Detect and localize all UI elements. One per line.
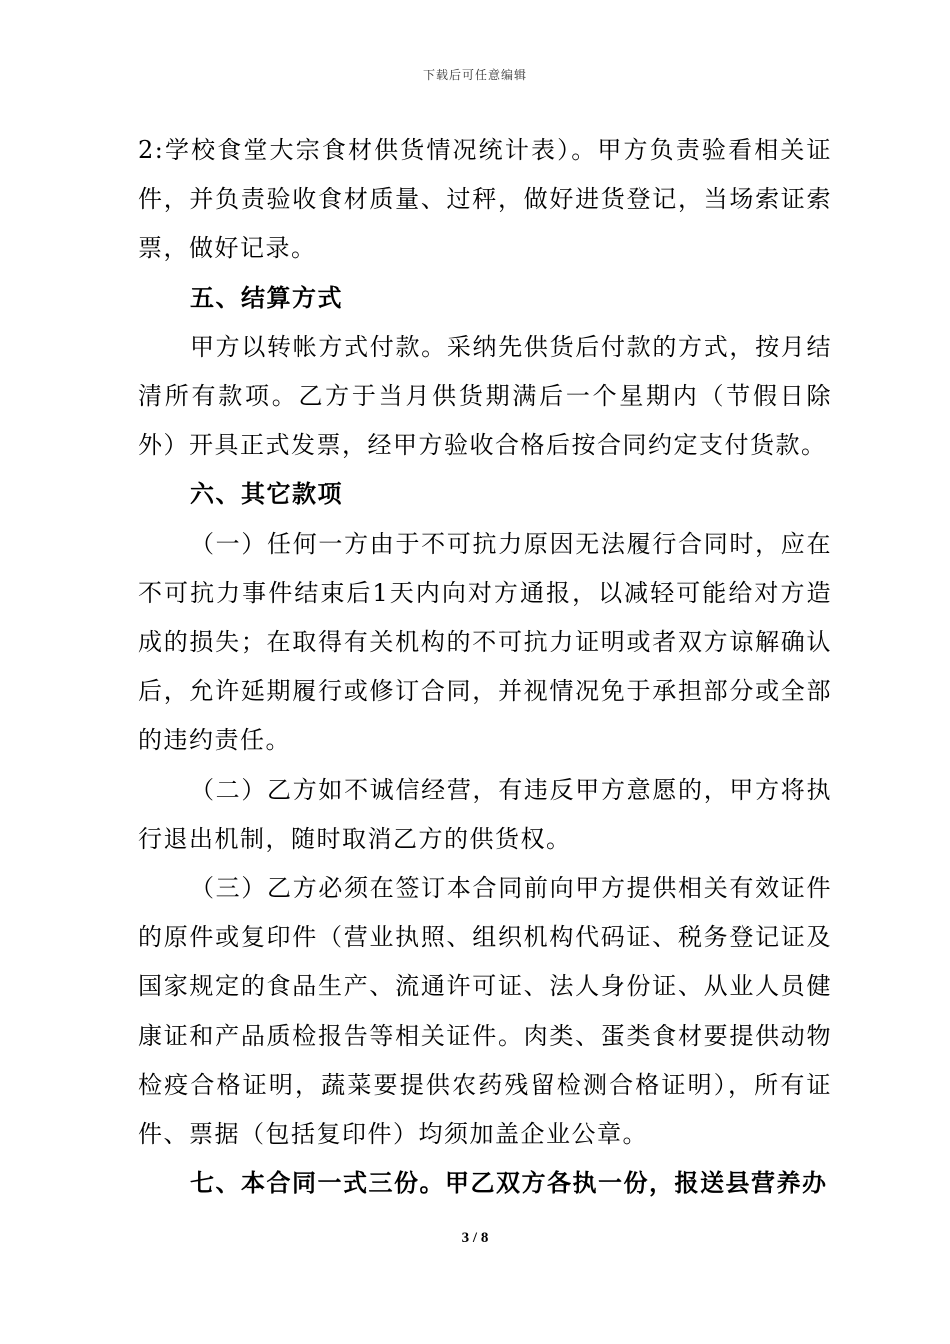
- document-body: [138, 126, 832, 1208]
- header-note: 下载后可任意编辑: [422, 68, 527, 82]
- section-heading-copies: 七、本合同一式三份。甲乙双方各执一份，报送县营养办: [190, 1169, 828, 1198]
- paragraph-settlement: 甲方以转帐方式付款。采纳先供货后付款的方式，按月结清所有款项。乙方于当月供货期满后一个星期内（节假日除外）开具正式发票，经甲方验收合格后按合同约定支付货款。: [138, 332, 832, 460]
- section-heading-other-clauses: 六、其它款项: [190, 480, 343, 509]
- paragraph-clause-integrity: （二）乙方如不诚信经营，有违反甲方意愿的，甲方将执行退出机制，随时取消乙方的供货权。: [138, 775, 832, 853]
- paragraph-clause-force-majeure: （一）任何一方由于不可抗力原因无法履行合同时，应在不可抗力事件结束后1天内向对方通报，以减轻可能给对方造成的损失；在取得有关机构的不可抗力证明或者双方谅解确认后，允许延期履行或修订合同，并视情况免于承担部分或全部的违约责任。: [138, 529, 832, 755]
- page-number: 3 / 8: [461, 1230, 489, 1246]
- paragraph-continuation: 2:学校食堂大宗食材供货情况统计表）。甲方负责验看相关证件，并负责验收食材质量、过秤，做好进货登记，当场索证索票，做好记录。: [138, 136, 832, 263]
- paragraph-clause-certificates: （三）乙方必须在签订本合同前向甲方提供相关有效证件的原件或复印件（营业执照、组织机构代码证、税务登记证及国家规定的食品生产、流通许可证、法人身份证、从业人员健康证和产品质检报告等相关证件。肉类、蛋类食材要提供动物检疫合格证明，蔬菜要提供农药残留检测合格证明），所有证件、票据（包括复印件）均须加盖企业公章。: [138, 874, 832, 1149]
- section-heading-settlement: 五、结算方式: [190, 283, 343, 312]
